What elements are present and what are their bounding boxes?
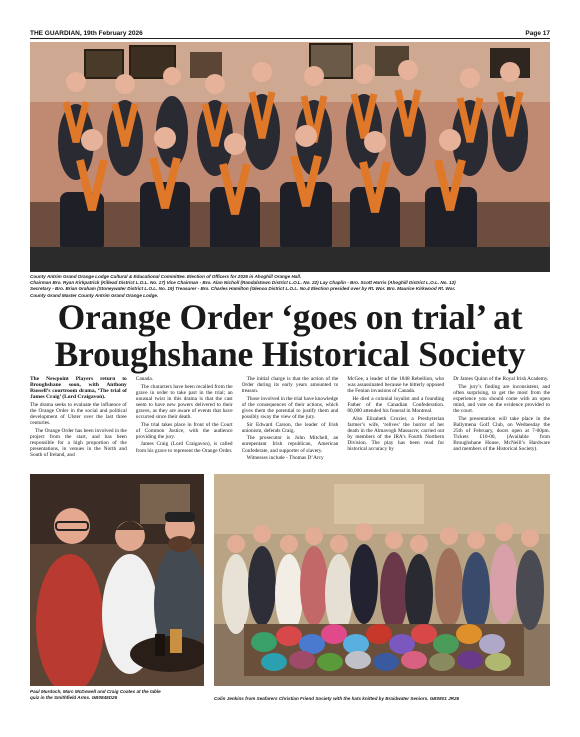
- article-paragraph: Witnesses include - Thomas D’Arcy: [246, 455, 324, 462]
- headline-line-1: Orange Order ‘goes on trial’ at: [57, 297, 523, 337]
- article-paragraph: James Craig (Lord Craigavon), is called from his grave to represent the Orange Order.: [135, 441, 233, 454]
- caption-line: quiz in the Smithfield Arms. GB0845D26: [30, 695, 118, 701]
- article-lead: The Newpoint Players return to Broughshane soon, with Anthony Russell’s courtroom drama, ‘The trial of James Craig’ (Lord Craigavon).: [30, 376, 127, 401]
- table-quiz-caption: [30, 689, 204, 701]
- knitted-hats-photo: [214, 474, 550, 686]
- headline-line-2: Broughshane Historical Society: [54, 334, 526, 374]
- article-paragraph: The initial charge is that the action of the Order during its early years amounted to treason.: [241, 376, 339, 395]
- article-paragraph: Also Elizabeth Crozier, a Presbyterian farmer’s wife, ‘relives’ the horror of her death in the Almavogh Massacre; carried out by members of the IRA’s Fourth Northern Division. The play has been read for historical accuracy by: [347, 415, 445, 453]
- article-paragraph: The Orange Order has been involved in the project from the start, and has been responsible for a high proportion of the presentations, in venues in the North and South of Ireland, and: [30, 427, 127, 459]
- article-paragraph: Sir Edward Carson, the leader of Irish unionism, defends Craig.: [241, 421, 339, 434]
- newspaper-date: THE GUARDIAN, 19th February 2026: [30, 30, 143, 37]
- article-paragraph: The drama seeks to evaluate the influence of the Orange Order in the social and political development of Ulster over the last three centuries.: [30, 401, 127, 427]
- caption-line: Chairman Bro. Ryan Kirkpatrick (Killead District L.O.L. No. 17) Vice Chairman - Bro. Alan Nicholl (Randalstown District L.O.L. No. 22) Lay Chaplin - Bro. Scott Harris (Ahoghill District L.O.L. No. 12): [30, 280, 456, 286]
- article-column-3: [242, 376, 339, 476]
- article-paragraph: Dr James Quinn of the Royal Irish Academy.: [453, 376, 549, 382]
- article-paragraph: The jury’s finding are inconsistent, and often surprising, to get the most from the experience you should come with an open mind, and vote on the evidence provided to the court.: [453, 383, 550, 414]
- lodge-officers-photo: [30, 42, 550, 272]
- caption-line: County Antrim Grand Orange Lodge Cultural & Educational Committee. Election of Officers for 2026 in Ahoghill Orange Hall.: [30, 274, 302, 279]
- page-number: Page 17: [525, 30, 550, 37]
- article-column-2: [136, 376, 233, 476]
- caption-line: Secretary - Bro. Brian Graham (Stoneywater District L.O.L. No. 19) Treasurer - Bro. Charles Hamilton (Glenoa District L.O.L. No.4 Election presided over by Rt. Wor. Bro. Maurice Kirkwood Rt. Wor.: [30, 286, 456, 292]
- caption-line: County Grand Master County Antrim Grand Orange Lodge.: [30, 292, 159, 298]
- article-body: [30, 376, 550, 476]
- article-paragraph: Canada.: [135, 376, 154, 382]
- article-paragraph: The trial takes place in front of the Court of Common Justice, with the audience providing the jury.: [135, 421, 233, 440]
- article-paragraph: The presentation will take place in the Ballymena Golf Club, on Wednesday the 25th of February, doors open at 7-00pm. Tickets £10-00, (Available from Broughshane House, McNeill’s Hardware and members of the Historical Society).: [453, 415, 550, 453]
- table-quiz-photo: [30, 474, 204, 686]
- article-paragraph: Those involved in the trial have knowledge of the consequences of their actions, which gives them the potential to justify them and possibly sway the view of the jury.: [241, 395, 339, 421]
- article-column-1: [30, 376, 127, 476]
- article-paragraph: The characters have been recalled from the grave in order to take part in the trial; an unusual twist in this drama is that the cast seem to have new powers delivered to their graves, as they are aware of events that have occurred since their death.: [135, 383, 233, 421]
- article-paragraph: McGee, a leader of the 1848 Rebellion, who was assassinated because he bitterly opposed the Fenian invasions of Canada.: [347, 376, 445, 395]
- article-column-4: [347, 376, 444, 476]
- article-headline: [30, 299, 550, 373]
- article-paragraph: He died a colonial loyalist and a founding Father of the Canadian Confederation. 80,000 attended his funeral in Montreal.: [347, 395, 445, 414]
- article-paragraph: The prosecutor is John Mitchell, an unrepentant Irish republican, American Confederate, and supporter of slavery.: [241, 435, 339, 454]
- knitted-hats-caption: [214, 696, 550, 702]
- page-header: [30, 25, 550, 39]
- article-column-5: [453, 376, 550, 476]
- caption-line: Paul Murdoch, Marc McDowell and Craig Coates at the table: [30, 689, 161, 694]
- caption-line: Colin Jenkins from Seafarers Christian Friend Society with the hats knitted by Braidwater Seniors. GB0801 JR26: [214, 696, 460, 701]
- officers-photo-caption: [30, 274, 550, 299]
